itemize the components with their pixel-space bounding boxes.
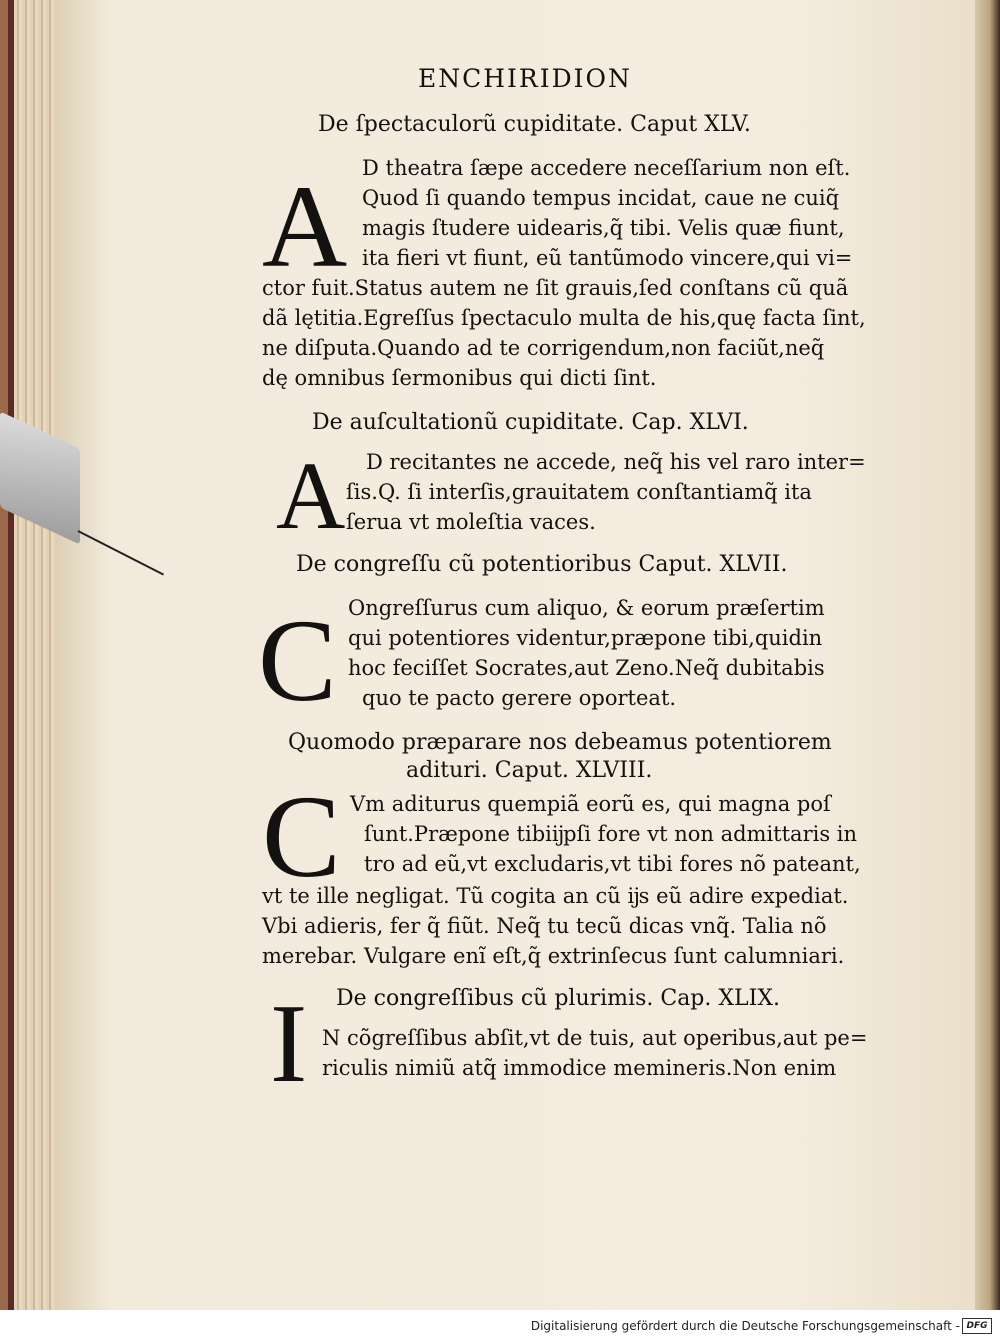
text-line: Vbi adieris, fer q̃ fiũt. Neq̃ tu tecũ dicas vnq̃. Talia nõ xyxy=(262,914,827,938)
text-line: Ongreſſurus cum aliquo, & eorum præſertim xyxy=(348,596,825,620)
drop-cap-i-49: I xyxy=(270,982,308,1106)
text-line: dę omnibus ſermonibus qui dicti ſint. xyxy=(262,366,657,390)
chapter-heading-48-line2: adituri. Caput. XLVIII. xyxy=(406,758,653,783)
chapter-heading-47: De congreſſu cũ potentioribus Caput. XLVII. xyxy=(296,552,788,577)
text-line: N cõgreſſibus abſit,vt de tuis, aut operibus,aut pe= xyxy=(322,1026,868,1050)
book-page-edges xyxy=(8,0,62,1310)
dfg-logo: DFG xyxy=(962,1318,992,1334)
text-line: merebar. Vulgare enĩ eſt,q̃ extrinſecus ſunt calumniari. xyxy=(262,944,845,968)
chapter-heading-48-line1: Quomodo præparare nos debeamus potentiorem xyxy=(288,730,832,755)
text-line: hoc feciſſet Socrates,aut Zeno.Neq̃ dubitabis xyxy=(348,656,825,680)
drop-cap-c-47: C xyxy=(258,595,337,726)
text-line: ſunt.Præpone tibiĳpſi fore vt non admittaris in xyxy=(364,822,858,846)
footer-credit: Digitalisierung gefördert durch die Deutsche Forschungsgemeinschaft - xyxy=(530,1319,960,1333)
text-line: Vm aditurus quempiã eorũ es, qui magna poſ xyxy=(350,792,831,816)
text-line: ita fieri vt fiunt, eũ tantũmodo vincere,qui vi= xyxy=(362,246,853,270)
text-line: D theatra ſæpe accedere neceſſarium non eſt. xyxy=(362,156,851,180)
drop-cap-a-45: A xyxy=(262,161,348,292)
chapter-heading-46: De auſcultationũ cupiditate. Cap. XLVI. xyxy=(312,410,749,435)
chapter-heading-49: De congreſſibus cũ plurimis. Cap. XLIX. xyxy=(336,986,780,1011)
text-line: riculis nimiũ atq̃ immodice memineris.Non enim xyxy=(322,1056,837,1080)
text-line: ctor fuit.Status autem ne ſit grauis,ſed conſtans cũ quã xyxy=(262,276,849,300)
text-line: tro ad eũ,vt excludaris,vt tibi fores nõ pateant, xyxy=(364,852,861,876)
drop-cap-c-48: C xyxy=(262,771,341,902)
drop-cap-a-46: A xyxy=(276,442,346,549)
text-line: ne diſputa.Quando ad te corrigendum,non faciũt,neq̃ xyxy=(262,336,825,360)
digitization-footer xyxy=(0,1310,1000,1339)
text-line: ſis.Q. ſi interſis,grauitatem conſtantiamq̃ ita xyxy=(346,480,812,504)
text-line: magis ſtudere uidearis,q̃ tibi. Velis quæ fiunt, xyxy=(362,216,845,240)
text-line: ſerua vt moleſtia vaces. xyxy=(346,510,596,534)
text-line: qui potentiores videntur,præpone tibi,quidin xyxy=(348,626,823,650)
text-line: Quod ſi quando tempus incidat, caue ne cuiq̃ xyxy=(362,186,840,210)
text-line: vt te ille negligat. Tũ cogita an cũ ĳs eũ adire expediat. xyxy=(262,884,849,908)
chapter-heading-45: De ſpectaculorũ cupiditate. Caput XLV. xyxy=(318,112,751,137)
text-line: quo te pacto gerere oporteat. xyxy=(362,686,677,710)
running-head: ENCHIRIDION xyxy=(418,64,632,93)
text-line: D recitantes ne accede, neq̃ his vel raro inter= xyxy=(366,450,866,474)
text-line: dã lętitia.Egreſſus ſpectaculo multa de his,quę facta ſint, xyxy=(262,306,866,330)
book-gutter xyxy=(975,0,1000,1310)
